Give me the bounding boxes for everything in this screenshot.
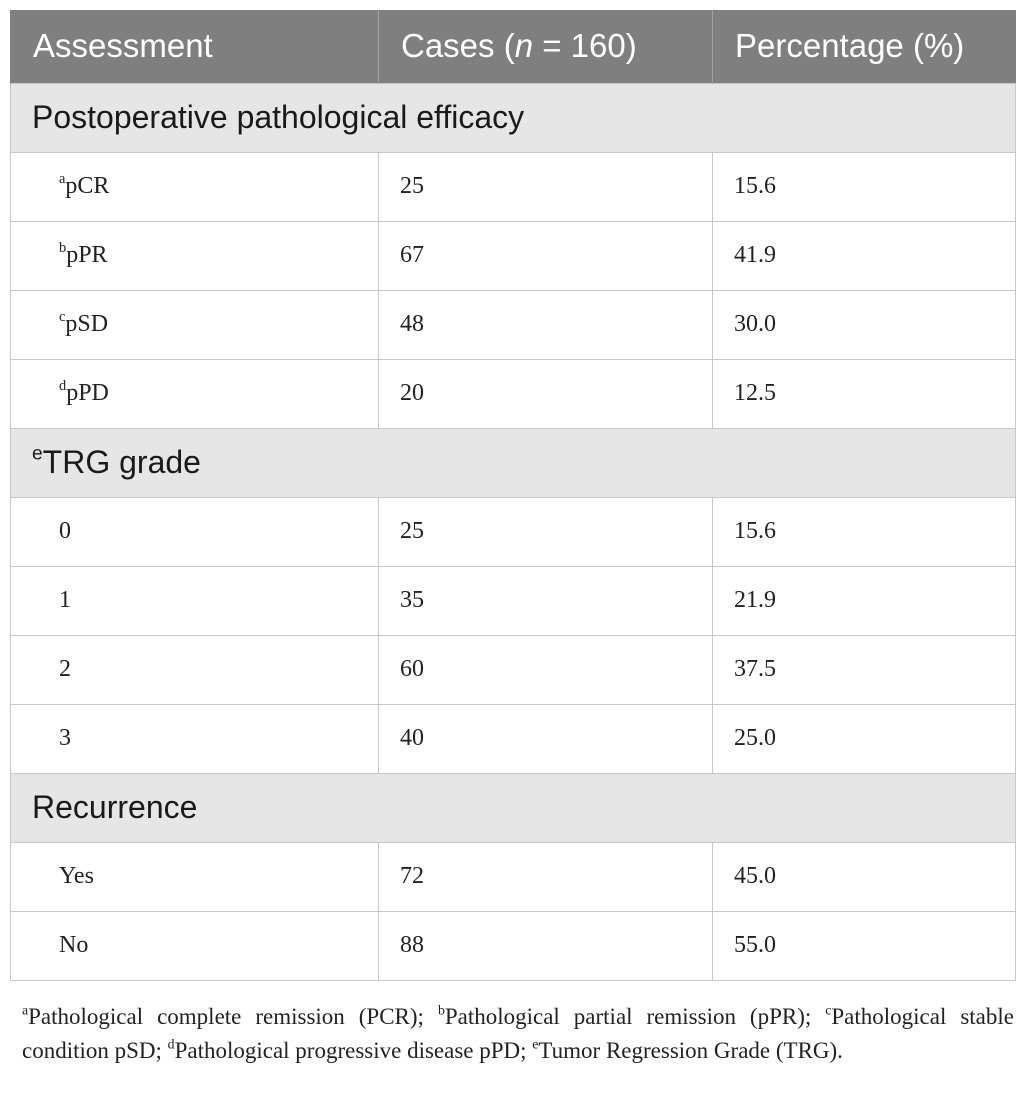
table-row [11, 152, 1016, 221]
cell-percentage: 37.5 [713, 635, 1016, 704]
table-header-row [11, 10, 1016, 83]
cell-cases: 48 [379, 290, 713, 359]
cell-cases: 60 [379, 635, 713, 704]
cell-label: 0 [11, 497, 379, 566]
table-row [11, 635, 1016, 704]
cell-label: $^b$pPR [11, 221, 379, 290]
results-table [10, 10, 1016, 981]
cell-label: Yes [11, 842, 379, 911]
section-row [11, 428, 1016, 497]
footnote-text: Pathological progressive disease pPD; [174, 1038, 533, 1063]
header-cases: Cases (n = 160) [379, 10, 713, 83]
table-row [11, 566, 1016, 635]
section-title: $^e$TRG grade [11, 428, 1016, 497]
footnote-marker: e [532, 1036, 539, 1052]
cell-label: $^c$pSD [11, 290, 379, 359]
header-assessment: Assessment [11, 10, 379, 83]
cell-percentage: 12.5 [713, 359, 1016, 428]
footnote-text: Pathological partial remission (pPR); [444, 1004, 826, 1029]
table-footnote [22, 1000, 1014, 1068]
cell-cases: 20 [379, 359, 713, 428]
cell-label: 2 [11, 635, 379, 704]
table-row [11, 290, 1016, 359]
footnote-marker: b [437, 1002, 445, 1018]
cell-label: 3 [11, 704, 379, 773]
cell-percentage: 15.6 [713, 152, 1016, 221]
table-row [11, 911, 1016, 980]
footnote-text: Tumor Regression Grade (TRG). [538, 1038, 843, 1063]
cell-percentage: 55.0 [713, 911, 1016, 980]
table-row [11, 704, 1016, 773]
footnote-text: Pathological complete remission (PCR); [28, 1004, 438, 1029]
section-title: Recurrence [11, 773, 1016, 842]
cell-percentage: 41.9 [713, 221, 1016, 290]
header-percentage: Percentage (%) [713, 10, 1016, 83]
footnote-marker: c [825, 1002, 832, 1018]
table-row [11, 359, 1016, 428]
cell-cases: 40 [379, 704, 713, 773]
cell-cases: 88 [379, 911, 713, 980]
section-row [11, 773, 1016, 842]
table-row [11, 221, 1016, 290]
cell-label: $^a$pCR [11, 152, 379, 221]
section-title: Postoperative pathological efficacy [11, 83, 1016, 152]
cell-label: No [11, 911, 379, 980]
footnote-marker: d [167, 1036, 175, 1052]
footnote-text: Pathological stable condition pSD; [22, 1004, 1014, 1063]
cell-cases: 72 [379, 842, 713, 911]
table-row [11, 842, 1016, 911]
table-container [10, 10, 1015, 981]
cell-percentage: 21.9 [713, 566, 1016, 635]
cell-label: 1 [11, 566, 379, 635]
footnote-marker: a [22, 1002, 29, 1018]
cell-percentage: 25.0 [713, 704, 1016, 773]
cell-cases: 35 [379, 566, 713, 635]
cell-percentage: 30.0 [713, 290, 1016, 359]
cell-cases: 25 [379, 152, 713, 221]
cell-cases: 67 [379, 221, 713, 290]
cell-cases: 25 [379, 497, 713, 566]
section-row [11, 83, 1016, 152]
cell-percentage: 15.6 [713, 497, 1016, 566]
cell-label: $^d$pPD [11, 359, 379, 428]
cell-percentage: 45.0 [713, 842, 1016, 911]
table-row [11, 497, 1016, 566]
